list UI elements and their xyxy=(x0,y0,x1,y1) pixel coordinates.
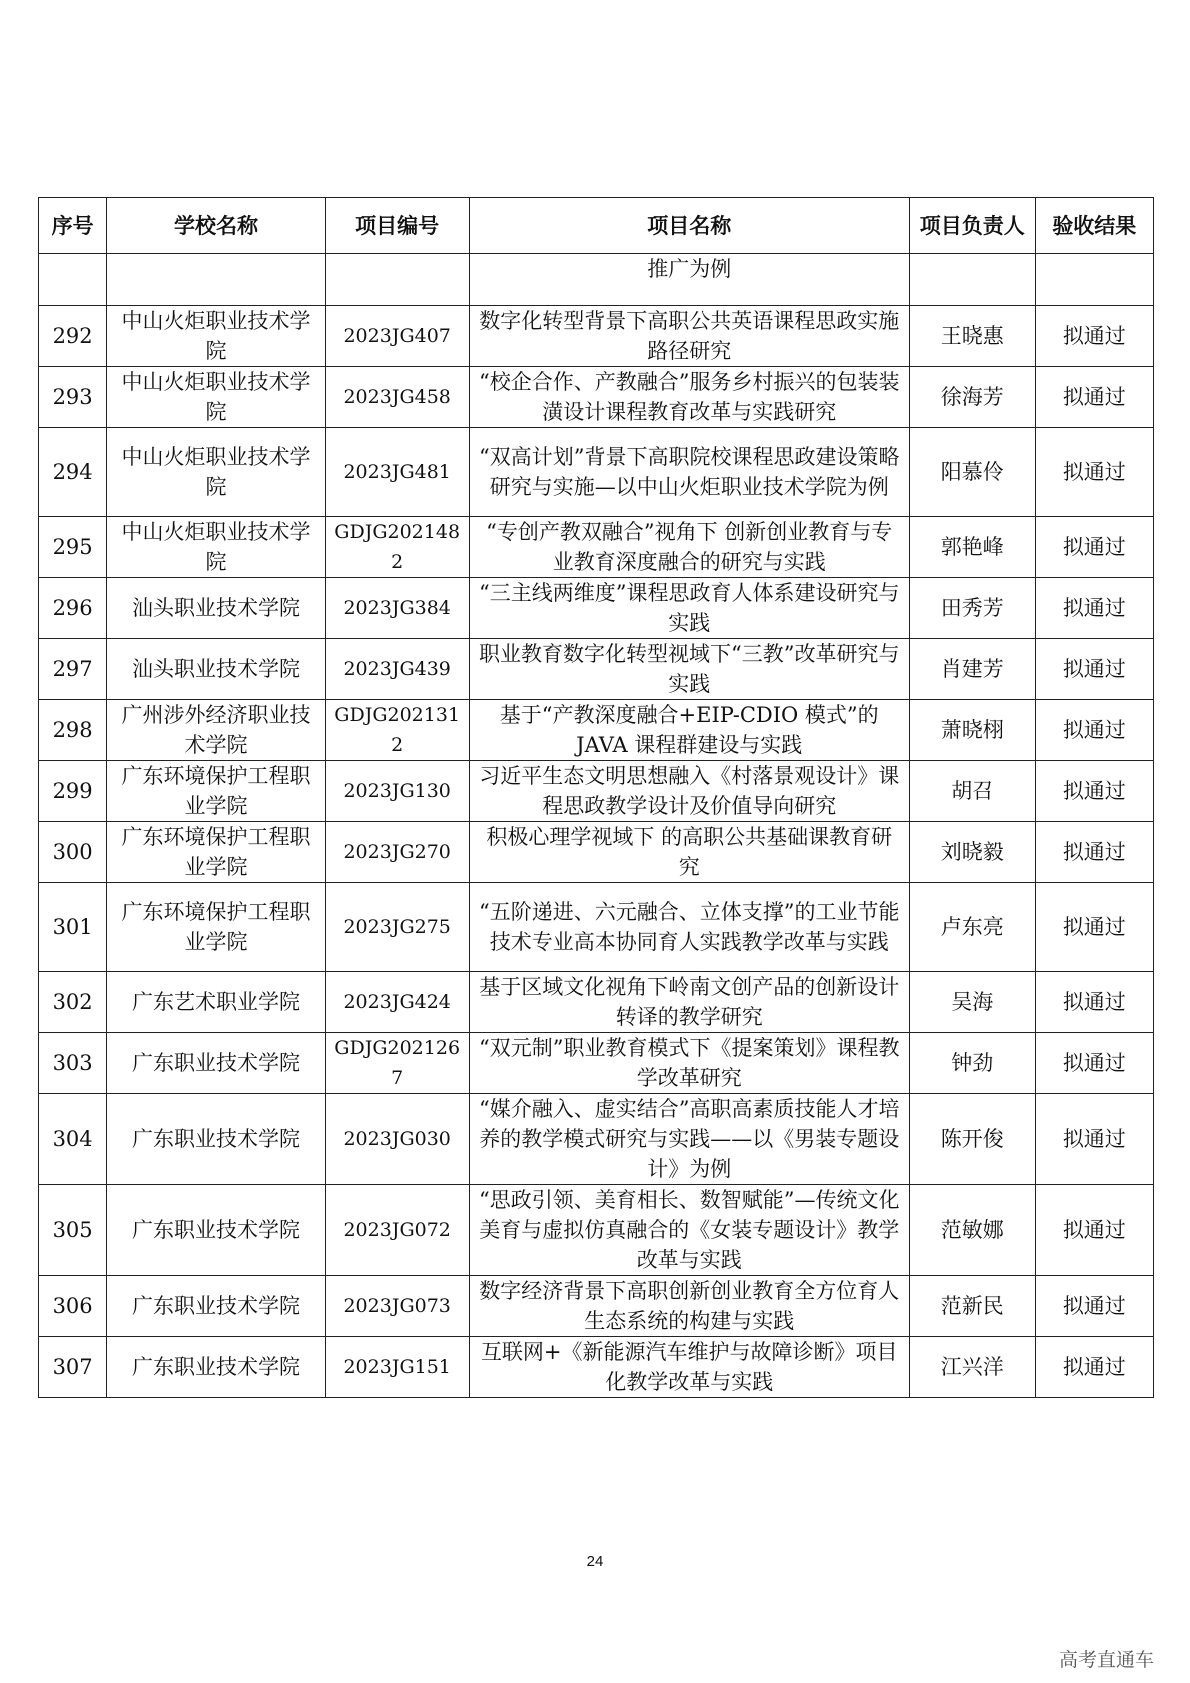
code-cell: 2023JG439 xyxy=(325,639,469,700)
page-number: 24 xyxy=(586,1553,604,1570)
result-cell: 拟通过 xyxy=(1035,1185,1153,1276)
header-school: 学校名称 xyxy=(107,198,326,254)
table-row xyxy=(39,822,1154,883)
table-row xyxy=(39,367,1154,428)
index-cell: 302 xyxy=(39,972,107,1033)
project-name-cell: “双元制”职业教育模式下《提案策划》课程教学改革研究 xyxy=(469,1033,909,1094)
table-row xyxy=(39,1033,1154,1094)
project-name-cell: “双高计划”背景下高职院校课程思政建设策略研究与实施—以中山火炬职业技术学院为例 xyxy=(469,428,909,517)
index-cell: 305 xyxy=(39,1185,107,1276)
leader-cell: 徐海芳 xyxy=(909,367,1035,428)
project-name-cell: 数字化转型背景下高职公共英语课程思政实施路径研究 xyxy=(469,306,909,367)
project-name-cell: “五阶递进、六元融合、立体支撑”的工业节能技术专业高本协同育人实践教学改革与实践 xyxy=(469,883,909,972)
result-cell: 拟通过 xyxy=(1035,306,1153,367)
table-row xyxy=(39,1185,1154,1276)
leader-cell: 萧晓栩 xyxy=(909,700,1035,761)
index-cell: 294 xyxy=(39,428,107,517)
project-name-cell: 互联网+《新能源汽车维护与故障诊断》项目化教学改革与实践 xyxy=(469,1337,909,1398)
leader-cell: 范敏娜 xyxy=(909,1185,1035,1276)
school-cell: 中山火炬职业技术学院 xyxy=(107,306,326,367)
table-row xyxy=(39,761,1154,822)
leader-cell: 刘晓毅 xyxy=(909,822,1035,883)
code-cell: 2023JG151 xyxy=(325,1337,469,1398)
project-name-cell: 基于区域文化视角下岭南文创产品的创新设计转译的教学研究 xyxy=(469,972,909,1033)
table-row xyxy=(39,517,1154,578)
code-cell: 2023JG030 xyxy=(325,1094,469,1185)
school-cell: 广东艺术职业学院 xyxy=(107,972,326,1033)
result-cell: 拟通过 xyxy=(1035,367,1153,428)
leader-cell: 郭艳峰 xyxy=(909,517,1035,578)
school-cell: 广东职业技术学院 xyxy=(107,1094,326,1185)
table-body xyxy=(39,254,1154,1398)
school-cell: 广东职业技术学院 xyxy=(107,1185,326,1276)
result-cell: 拟通过 xyxy=(1035,578,1153,639)
table-row xyxy=(39,639,1154,700)
project-name-cell: 习近平生态文明思想融入《村落景观设计》课程思政教学设计及价值导向研究 xyxy=(469,761,909,822)
code-cell: 2023JG073 xyxy=(325,1276,469,1337)
table-cell xyxy=(1035,254,1153,306)
result-cell: 拟通过 xyxy=(1035,1033,1153,1094)
code-cell: GDJG2021312 xyxy=(325,700,469,761)
header-index: 序号 xyxy=(39,198,107,254)
school-cell: 广州涉外经济职业技术学院 xyxy=(107,700,326,761)
leader-cell: 钟劲 xyxy=(909,1033,1035,1094)
table-row xyxy=(39,306,1154,367)
table-cell xyxy=(909,254,1035,306)
index-cell: 300 xyxy=(39,822,107,883)
header-result: 验收结果 xyxy=(1035,198,1153,254)
school-cell: 广东环境保护工程职业学院 xyxy=(107,822,326,883)
code-cell: 2023JG384 xyxy=(325,578,469,639)
school-cell: 中山火炬职业技术学院 xyxy=(107,367,326,428)
index-cell: 295 xyxy=(39,517,107,578)
leader-cell: 范新民 xyxy=(909,1276,1035,1337)
continued-project-name: 推广为例 xyxy=(469,254,909,306)
project-name-cell: 数字经济背景下高职创新创业教育全方位育人生态系统的构建与实践 xyxy=(469,1276,909,1337)
school-cell: 广东职业技术学院 xyxy=(107,1033,326,1094)
code-cell: 2023JG130 xyxy=(325,761,469,822)
result-cell: 拟通过 xyxy=(1035,972,1153,1033)
school-cell: 汕头职业技术学院 xyxy=(107,578,326,639)
project-name-cell: 积极心理学视域下 的高职公共基础课教育研究 xyxy=(469,822,909,883)
school-cell: 中山火炬职业技术学院 xyxy=(107,517,326,578)
project-name-cell: “校企合作、产教融合”服务乡村振兴的包装装潢设计课程教育改革与实践研究 xyxy=(469,367,909,428)
header-project: 项目名称 xyxy=(469,198,909,254)
code-cell: 2023JG275 xyxy=(325,883,469,972)
code-cell: GDJG2021482 xyxy=(325,517,469,578)
table-cell xyxy=(107,254,326,306)
project-name-cell: “思政引领、美育相长、数智赋能”—传统文化美育与虚拟仿真融合的《女装专题设计》教学改革与实践 xyxy=(469,1185,909,1276)
leader-cell: 胡召 xyxy=(909,761,1035,822)
school-cell: 广东环境保护工程职业学院 xyxy=(107,761,326,822)
index-cell: 303 xyxy=(39,1033,107,1094)
leader-cell: 吴海 xyxy=(909,972,1035,1033)
table-row xyxy=(39,972,1154,1033)
index-cell: 301 xyxy=(39,883,107,972)
index-cell: 307 xyxy=(39,1337,107,1398)
index-cell: 292 xyxy=(39,306,107,367)
code-cell: 2023JG424 xyxy=(325,972,469,1033)
school-cell: 广东职业技术学院 xyxy=(107,1276,326,1337)
table-cell xyxy=(39,254,107,306)
table-row xyxy=(39,1094,1154,1185)
code-cell: 2023JG481 xyxy=(325,428,469,517)
result-cell: 拟通过 xyxy=(1035,428,1153,517)
index-cell: 306 xyxy=(39,1276,107,1337)
index-cell: 293 xyxy=(39,367,107,428)
result-cell: 拟通过 xyxy=(1035,761,1153,822)
leader-cell: 陈开俊 xyxy=(909,1094,1035,1185)
school-cell: 广东环境保护工程职业学院 xyxy=(107,883,326,972)
table-row xyxy=(39,578,1154,639)
table-row xyxy=(39,1276,1154,1337)
leader-cell: 田秀芳 xyxy=(909,578,1035,639)
result-cell: 拟通过 xyxy=(1035,1276,1153,1337)
school-cell: 汕头职业技术学院 xyxy=(107,639,326,700)
result-cell: 拟通过 xyxy=(1035,700,1153,761)
school-cell: 广东职业技术学院 xyxy=(107,1337,326,1398)
index-cell: 304 xyxy=(39,1094,107,1185)
table-row xyxy=(39,700,1154,761)
project-name-cell: “专创产教双融合”视角下 创新创业教育与专业教育深度融合的研究与实践 xyxy=(469,517,909,578)
code-cell: 2023JG407 xyxy=(325,306,469,367)
index-cell: 296 xyxy=(39,578,107,639)
table-row xyxy=(39,1337,1154,1398)
continued-row xyxy=(39,254,1154,306)
table-row xyxy=(39,883,1154,972)
index-cell: 299 xyxy=(39,761,107,822)
school-cell: 中山火炬职业技术学院 xyxy=(107,428,326,517)
result-cell: 拟通过 xyxy=(1035,517,1153,578)
leader-cell: 阳慕伶 xyxy=(909,428,1035,517)
header-code: 项目编号 xyxy=(325,198,469,254)
result-cell: 拟通过 xyxy=(1035,1337,1153,1398)
code-cell: 2023JG458 xyxy=(325,367,469,428)
leader-cell: 肖建芳 xyxy=(909,639,1035,700)
project-name-cell: “媒介融入、虚实结合”高职高素质技能人才培养的教学模式研究与实践——以《男装专题设计》为例 xyxy=(469,1094,909,1185)
code-cell: 2023JG270 xyxy=(325,822,469,883)
project-name-cell: “三主线两维度”课程思政育人体系建设研究与实践 xyxy=(469,578,909,639)
code-cell: 2023JG072 xyxy=(325,1185,469,1276)
result-cell: 拟通过 xyxy=(1035,639,1153,700)
header-leader: 项目负责人 xyxy=(909,198,1035,254)
code-cell: GDJG2021267 xyxy=(325,1033,469,1094)
leader-cell: 卢东亮 xyxy=(909,883,1035,972)
table-header-row xyxy=(39,198,1154,254)
result-cell: 拟通过 xyxy=(1035,822,1153,883)
project-name-cell: 基于“产教深度融合+EIP-CDIO 模式”的 JAVA 课程群建设与实践 xyxy=(469,700,909,761)
leader-cell: 王晓惠 xyxy=(909,306,1035,367)
leader-cell: 江兴洋 xyxy=(909,1337,1035,1398)
table-row xyxy=(39,428,1154,517)
index-cell: 298 xyxy=(39,700,107,761)
project-name-cell: 职业教育数字化转型视域下“三教”改革研究与实践 xyxy=(469,639,909,700)
result-cell: 拟通过 xyxy=(1035,883,1153,972)
projects-table xyxy=(38,197,1154,1398)
watermark: 高考直通车 xyxy=(1058,1649,1154,1671)
result-cell: 拟通过 xyxy=(1035,1094,1153,1185)
index-cell: 297 xyxy=(39,639,107,700)
table-cell xyxy=(325,254,469,306)
